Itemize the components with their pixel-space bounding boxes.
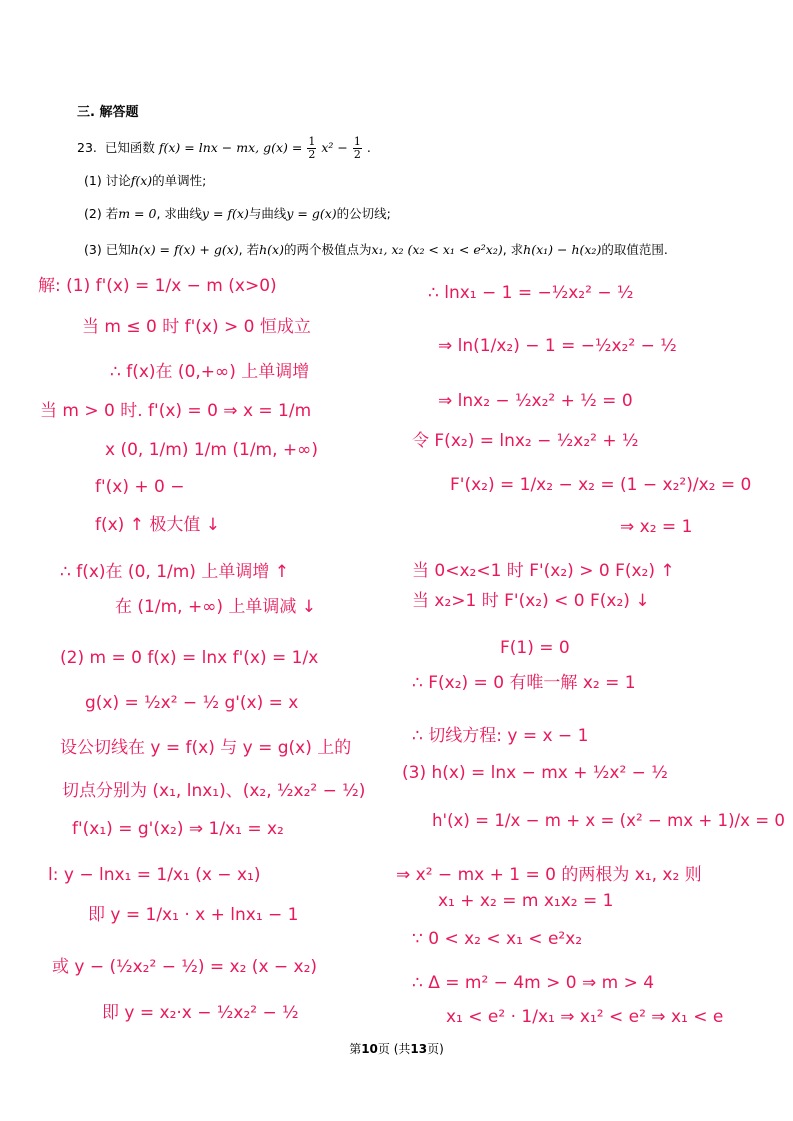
handwritten-line: g(x) = ½x² − ½ g'(x) = x	[85, 693, 299, 713]
handwritten-line: ∴ lnx₁ − 1 = −½x₂² − ½	[428, 283, 634, 303]
footer-prefix: 第	[349, 1042, 362, 1056]
part3-math-b: h(x)	[259, 242, 284, 257]
question-number: 23.	[77, 140, 97, 155]
handwritten-line: f'(x) + 0 −	[95, 477, 185, 497]
part3-text-e: 的取值范围.	[601, 242, 668, 257]
part1-label: (1)	[84, 173, 102, 188]
handwritten-line: ⇒ lnx₂ − ½x₂² + ½ = 0	[438, 391, 633, 411]
handwritten-line: 当 m > 0 时. f'(x) = 0 ⇒ x = 1/m	[40, 401, 312, 421]
handwritten-line: 或 y − (½x₂² − ½) = x₂ (x − x₂)	[52, 957, 318, 977]
handwritten-line: F'(x₂) = 1/x₂ − x₂ = (1 − x₂²)/x₂ = 0	[450, 475, 752, 495]
part1-text-a: 讨论	[105, 173, 131, 188]
handwritten-line: (2) m = 0 f(x) = lnx f'(x) = 1/x	[60, 648, 319, 668]
frac1-denominator: 2	[308, 148, 316, 161]
handwritten-line: 即 y = 1/x₁ · x + lnx₁ − 1	[88, 905, 299, 925]
handwritten-line: l: y − lnx₁ = 1/x₁ (x − x₁)	[48, 865, 261, 885]
handwritten-line: f'(x₁) = g'(x₂) ⇒ 1/x₁ = x₂	[72, 819, 284, 839]
handwritten-line: 当 x₂>1 时 F'(x₂) < 0 F(x₂) ↓	[412, 591, 650, 611]
handwritten-line: x₁ + x₂ = m x₁x₂ = 1	[438, 891, 614, 911]
part2-label: (2)	[84, 206, 102, 221]
section-title: 三. 解答题	[77, 105, 139, 120]
handwritten-line: x₁ < e² · 1/x₁ ⇒ x₁² < e² ⇒ x₁ < e	[446, 1007, 724, 1027]
part3-math-c: x₁, x₂ (x₂ < x₁ < e²x₂)	[371, 242, 503, 257]
part3-label: (3)	[84, 242, 102, 257]
part2-text-c: 与曲线	[248, 206, 287, 221]
part2-math-a: m = 0	[118, 206, 157, 221]
part1-text-b: 的单调性;	[152, 173, 207, 188]
handwritten-line: 切点分别为 (x₁, lnx₁)、(x₂, ½x₂² − ½)	[62, 781, 366, 801]
handwritten-line: ∵ 0 < x₂ < x₁ < e²x₂	[412, 929, 583, 949]
page-footer	[0, 1040, 793, 1057]
handwriting-right-column	[396, 283, 785, 1027]
footer-suffix: 页)	[427, 1042, 444, 1056]
footer-page-number: 10	[361, 1042, 378, 1056]
footer-total-pages: 13	[410, 1042, 428, 1056]
handwritten-line: 当 m ≤ 0 时 f'(x) > 0 恒成立	[82, 317, 311, 337]
part2-math-b: y = f(x)	[201, 206, 249, 221]
handwritten-line: ∴ F(x₂) = 0 有唯一解 x₂ = 1	[412, 673, 636, 693]
stem-x-squared: x² −	[321, 140, 348, 155]
handwritten-line: 当 0<x₂<1 时 F'(x₂) > 0 F(x₂) ↑	[412, 561, 675, 581]
stem-function: f(x) = lnx − mx, g(x) =	[158, 140, 303, 155]
handwritten-line: 在 (1/m, +∞) 上单调减 ↓	[115, 597, 317, 617]
part2-text-a: 若	[105, 206, 119, 221]
handwritten-line: f(x) ↑ 极大值 ↓	[95, 515, 221, 535]
frac1-numerator: 1	[308, 135, 316, 148]
stem-prefix: 已知函数	[104, 140, 155, 155]
part2-math-c: y = g(x)	[286, 206, 337, 221]
handwritten-line: 即 y = x₂·x − ½x₂² − ½	[102, 1003, 299, 1023]
footer-mid: 页 (共	[377, 1042, 411, 1056]
frac2-denominator: 2	[353, 148, 361, 161]
handwritten-line: 设公切线在 y = f(x) 与 y = g(x) 上的	[60, 738, 352, 758]
handwritten-line: F(1) = 0	[500, 638, 570, 658]
handwritten-line: ∴ f(x)在 (0, 1/m) 上单调增 ↑	[60, 562, 289, 582]
part1-math: f(x)	[130, 173, 153, 188]
part3-text-a: 已知	[105, 242, 131, 257]
handwritten-line: h'(x) = 1/x − m + x = (x² − mx + 1)/x = 0	[432, 811, 785, 831]
handwritten-line: (3) h(x) = lnx − mx + ½x² − ½	[402, 763, 668, 783]
part3-math-d: h(x₁) − h(x₂)	[523, 242, 602, 257]
handwritten-line: ⇒ x² − mx + 1 = 0 的两根为 x₁, x₂ 则	[396, 865, 702, 885]
part2-text-d: 的公切线;	[336, 206, 391, 221]
handwritten-line: ⇒ x₂ = 1	[620, 517, 693, 537]
part2-text-b: , 求曲线	[156, 206, 202, 221]
part3-text-b: , 若	[238, 242, 260, 257]
handwritten-line: 解: (1) f'(x) = 1/x − m (x>0)	[38, 276, 277, 296]
handwritten-line: x (0, 1/m) 1/m (1/m, +∞)	[105, 440, 318, 460]
part3-text-c: 的两个极值点为	[283, 242, 372, 257]
frac2-numerator: 1	[353, 135, 361, 148]
handwriting-left-column	[38, 276, 365, 1023]
stem-end: .	[366, 140, 371, 155]
handwritten-line: 令 F(x₂) = lnx₂ − ½x₂² + ½	[412, 431, 639, 451]
part3-text-d: , 求	[502, 242, 524, 257]
handwritten-line: ∴ Δ = m² − 4m > 0 ⇒ m > 4	[412, 973, 655, 993]
part3-math-a: h(x) = f(x) + g(x)	[130, 242, 239, 257]
handwritten-line: ∴ 切线方程: y = x − 1	[412, 726, 589, 746]
handwritten-line: ⇒ ln(1/x₂) − 1 = −½x₂² − ½	[438, 336, 677, 356]
handwritten-line: ∴ f(x)在 (0,+∞) 上单调增	[110, 362, 310, 382]
